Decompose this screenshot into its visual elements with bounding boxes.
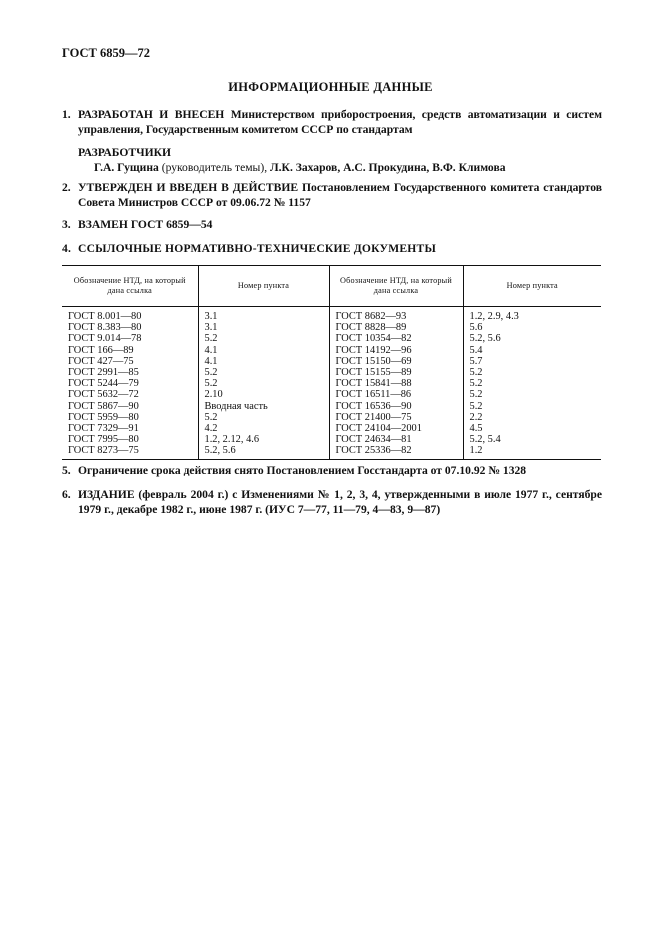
clause-number-cell: 2.10 [198,389,329,400]
clause-number-cell: 5.2 [198,378,329,389]
standard-designation-cell: ГОСТ 5632—72 [62,389,198,400]
developer-lead-role: (руководитель темы), [158,160,270,174]
clause-number-cell: Вводная часть [198,401,329,412]
table-row [62,389,601,400]
table-header-row [62,266,601,307]
clause-number-cell: 5.2 [469,367,483,379]
standard-designation-cell: ГОСТ 15150—69 [329,356,463,367]
section-text: Министерством приборостроения, средств автоматизации и систем управления, Государственным комитетом СССР по стандартам [78,108,602,136]
standard-designation-cell: ГОСТ 15841—88 [329,378,463,389]
clause-number-cell: 4.1 [198,356,329,367]
column-header: Обозначение НТД, на который дана ссылка [62,266,198,307]
standard-designation-cell: ГОСТ 7995—80 [62,434,198,445]
table-row [62,367,601,378]
section-number: 5. [62,464,71,477]
clause-number-cell: 3.1 [198,307,329,323]
section-references [62,242,602,257]
section-text: Постановлением Государственного комитета стандартов Совета Министров СССР от 09.06.72 № 1157 [78,181,602,209]
clause-number-cell: 2.2 [469,411,483,423]
standard-designation-cell: ГОСТ 8682—93 [329,307,463,323]
column-header: Обозначение НТД, на который дана ссылка [329,266,463,307]
clause-number-cell: 5.2, 5.6 [469,333,501,345]
standard-designation-cell: ГОСТ 16536—90 [329,401,463,412]
standard-designation-cell: ГОСТ 8.001—80 [62,307,198,323]
table-row [62,401,601,412]
clause-number-cell: 4.5 [469,423,483,435]
standard-designation-cell: ГОСТ 166—89 [62,345,198,356]
clause-number-cell: 5.2, 5.6 [198,445,329,459]
clause-number-cell: 4.2 [198,423,329,434]
clause-number-cell: 5.2 [198,333,329,344]
standard-designation-cell: ГОСТ 8.383—80 [62,322,198,333]
section-text: ВЗАМЕН ГОСТ 6859—54 [78,218,213,231]
section-number: 2. [62,181,71,194]
standard-designation-cell: ГОСТ 16511—86 [329,389,463,400]
column-header: Номер пункта [463,266,601,307]
standard-designation-cell: ГОСТ 7329—91 [62,423,198,434]
section-text: ИЗДАНИЕ (февраль 2004 г.) с Изменениями № 1, 2, 3, 4, утвержденными в июле 1977 г., сентябре 1979 г., декабре 1982 г., июне 1987 г. (ИУС 7—77, 11—79, 4—83, 9—87) [78,488,602,516]
clause-number-cell: 1.2, 2.9, 4.3 [469,311,519,322]
standard-designation-cell: ГОСТ 8273—75 [62,445,198,459]
clause-number-cell: 5.4 [469,344,483,356]
standard-designation-cell: ГОСТ 9.014—78 [62,333,198,344]
clause-number-cell: 5.2, 5.4 [469,434,501,446]
table-row [62,412,601,423]
section-developed [62,108,602,137]
table-body [62,307,601,460]
clause-number-cell: 5.7 [469,355,483,367]
section-text: Ограничение срока действия снято Постановлением Госстандарта от 07.10.92 № 1328 [78,464,527,477]
table-row [62,423,601,434]
clause-number-cell: 5.2 [469,378,483,390]
column-header: Номер пункта [198,266,329,307]
table-row [62,434,601,445]
standard-designation-cell: ГОСТ 2991—85 [62,367,198,378]
section-edition [62,488,602,517]
developer-lead-name: Г.А. Гущина [94,160,159,174]
standard-designation-cell: ГОСТ 25336—82 [329,445,463,459]
clause-number-cell: 1.2 [469,445,483,457]
section-validity [62,464,602,479]
standard-designation-cell: ГОСТ 24104—2001 [329,423,463,434]
section-approved [62,181,602,210]
document-header: ГОСТ 6859—72 [62,46,151,60]
standard-designation-cell: ГОСТ 5959—80 [62,412,198,423]
table-row [62,322,601,333]
section-lead: УТВЕРЖДЕН И ВВЕДЕН В ДЕЙСТВИЕ [78,181,299,194]
clause-number-cell: 5.2 [198,412,329,423]
developer-names: Л.К. Захаров, А.С. Прокудина, В.Ф. Климова [270,160,506,174]
standard-designation-cell: ГОСТ 15155—89 [329,367,463,378]
developers-block [78,146,602,175]
table-row [62,356,601,367]
standard-designation-cell: ГОСТ 427—75 [62,356,198,367]
clause-number-cell: 3.1 [198,322,329,333]
table-row [62,307,601,323]
section-text: ССЫЛОЧНЫЕ НОРМАТИВНО-ТЕХНИЧЕСКИЕ ДОКУМЕНТЫ [78,242,437,255]
clause-number-cell: 5.2 [469,389,483,401]
table-row [62,445,601,459]
section-number: 6. [62,488,71,501]
clause-number-cell: 1.2, 2.12, 4.6 [198,434,329,445]
section-number: 4. [62,242,72,255]
standard-designation-cell: ГОСТ 24634—81 [329,434,463,445]
developers-label: РАЗРАБОТЧИКИ [78,146,172,159]
standard-designation-cell: ГОСТ 14192—96 [329,345,463,356]
clause-number-cell: 4.1 [198,345,329,356]
references-table [62,265,601,460]
standard-designation-cell: ГОСТ 8828—89 [329,322,463,333]
clause-number-cell: 5.6 [469,322,483,334]
standard-designation-cell: ГОСТ 21400—75 [329,412,463,423]
table-row [62,333,601,344]
table-row [62,345,601,356]
section-number: 1. [62,108,71,121]
section-lead: РАЗРАБОТАН И ВНЕСЕН [78,108,225,121]
clause-number-cell: 5.2 [198,367,329,378]
clause-number-cell: 5.2 [469,400,483,412]
standard-designation-cell: ГОСТ 5867—90 [62,401,198,412]
section-replaces [62,218,602,233]
table-row [62,378,601,389]
page-title: ИНФОРМАЦИОННЫЕ ДАННЫЕ [228,80,433,94]
standard-designation-cell: ГОСТ 10354—82 [329,333,463,344]
standard-designation-cell: ГОСТ 5244—79 [62,378,198,389]
section-number: 3. [62,218,71,231]
